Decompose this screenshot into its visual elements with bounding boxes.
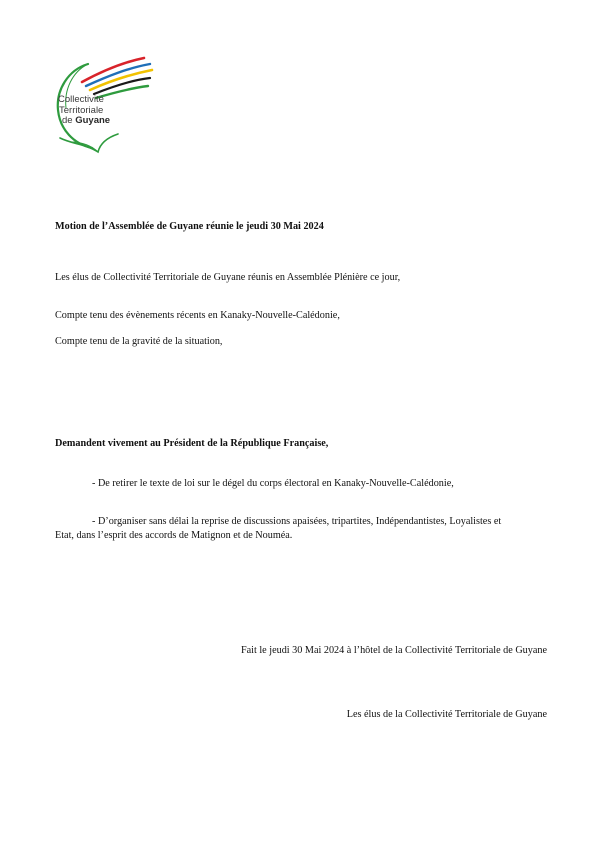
logo-line-3-bold: Guyane <box>75 115 111 126</box>
motion-title: Motion de l’Assemblée de Guyane réunie le jeudi 30 Mai 2024 <box>55 221 324 232</box>
collectivite-territoriale-guyane-logo <box>52 52 158 156</box>
intro-paragraph: Les élus de Collectivité Territoriale de Guyane réunis en Assemblée Plénière ce jour, <box>55 272 401 283</box>
done-at-line: Fait le jeudi 30 Mai 2024 à l’hôtel de la Collectivité Territoriale de Guyane <box>240 645 547 656</box>
demand-item-1: - De retirer le texte de loi sur le dégel du corps électoral en Kanaky-Nouvelle-Calédonie, <box>92 478 454 489</box>
logo-wordmark <box>58 95 110 127</box>
demand-item-2-line-2: Etat, dans l’esprit des accords de Matignon et de Nouméa. <box>55 530 293 541</box>
logo-line-1: Collectivité <box>58 94 104 105</box>
signature-line: Les élus de la Collectivité Territoriale de Guyane <box>346 709 547 720</box>
demand-item-2-line-1: - D’organiser sans délai la reprise de discussions apaisées, tripartites, Indépendantistes, Loyalistes et <box>92 516 502 527</box>
logo-line-3-prefix: de <box>62 115 76 126</box>
considerant-gravity: Compte tenu de la gravité de la situation, <box>55 336 223 347</box>
logo-line-2: Territoriale <box>59 104 104 116</box>
logo-line-3 <box>58 116 110 127</box>
considerant-events: Compte tenu des évènements récents en Kanaky-Nouvelle-Calédonie, <box>55 310 340 321</box>
demand-heading: Demandent vivement au Président de la République Française, <box>55 438 329 449</box>
